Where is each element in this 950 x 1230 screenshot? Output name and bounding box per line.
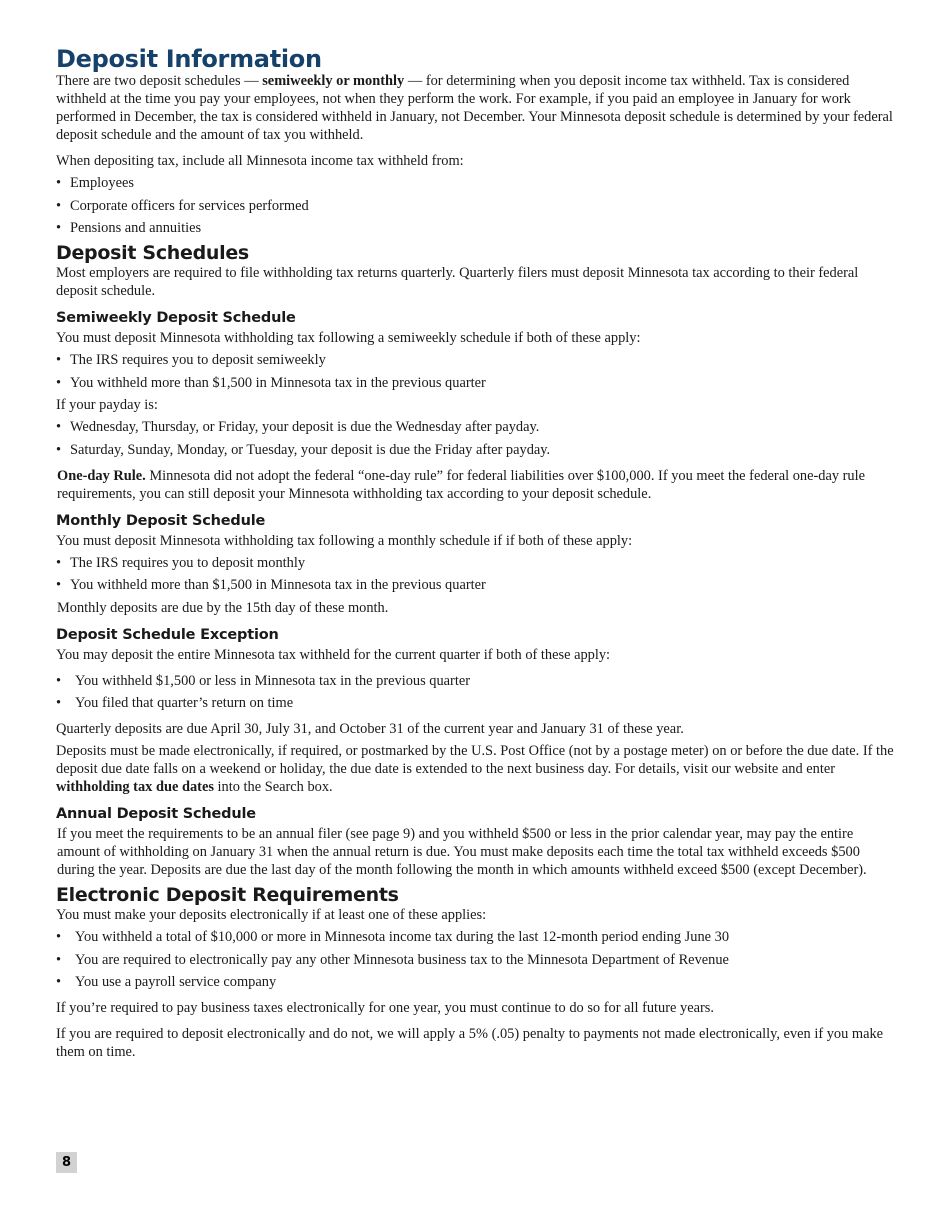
list-item: • The IRS requires you to deposit semiweekly bbox=[56, 351, 894, 369]
one-day-label: One-day Rule. bbox=[57, 467, 146, 484]
list-item: • You withheld more than $1,500 in Minnesota tax in the previous quarter bbox=[56, 576, 894, 594]
exception-conditions bbox=[56, 672, 894, 713]
page-title: Deposit Information bbox=[56, 45, 322, 73]
intro-bold: semiweekly or monthly bbox=[262, 73, 405, 89]
list-item: • Pensions and annuities bbox=[56, 219, 894, 237]
penalty-text: If you are required to deposit electronically and do not, we will apply a 5% (.05) penalty to payments not made electronically, even if you make them on time. bbox=[56, 1026, 884, 1060]
list-item: • You are required to electronically pay any other Minnesota business tax to the Minnesota Department of Revenue bbox=[56, 951, 894, 969]
continue-text: If you’re required to pay business taxes electronically for one year, you must continue to do so for all future years. bbox=[56, 1000, 714, 1016]
section-heading-deposit-schedules: Deposit Schedules bbox=[56, 242, 249, 264]
include-list bbox=[56, 174, 894, 237]
subheading-semiweekly: Semiweekly Deposit Schedule bbox=[56, 310, 296, 326]
include-intro: When depositing tax, include all Minnesota income tax withheld from: bbox=[56, 153, 464, 169]
monthly-due: Monthly deposits are due by the 15th day of these month. bbox=[57, 599, 389, 616]
list-item: • Corporate officers for services performed bbox=[56, 197, 894, 215]
payday-list bbox=[56, 418, 894, 459]
subheading-annual: Annual Deposit Schedule bbox=[56, 806, 256, 822]
quarterly-due: Quarterly deposits are due April 30, July 31, and October 31 of the current year and January 31 of these year. bbox=[56, 721, 684, 737]
list-item: • Wednesday, Thursday, or Friday, your deposit is due the Wednesday after payday. bbox=[56, 418, 894, 436]
semiweekly-conditions bbox=[56, 351, 894, 392]
document-page bbox=[56, 45, 894, 1065]
list-item: • The IRS requires you to deposit monthly bbox=[56, 554, 894, 572]
due-dates-term: withholding tax due dates bbox=[56, 779, 214, 795]
payday-intro: If your payday is: bbox=[56, 397, 158, 413]
page-number: 8 bbox=[56, 1152, 77, 1173]
list-item: • You withheld a total of $10,000 or more in Minnesota income tax during the last 12-month period ending June 30 bbox=[56, 928, 894, 946]
intro-paragraph: There are two deposit schedules — semiweekly or monthly — for determining when you deposit income tax withheld. Tax is considered withheld at the time you pay your employees, not when they perform the work. For example, if you paid an employee in January for work performed in December, the tax is considered withheld in January, not December. Your Minnesota deposit schedule is determined by your federal deposit schedule and the amount of tax you withheld. bbox=[56, 73, 893, 143]
monthly-intro: You must deposit Minnesota withholding tax following a monthly schedule if if both of these apply: bbox=[56, 532, 633, 549]
list-item: • You withheld $1,500 or less in Minnesota tax in the previous quarter bbox=[56, 672, 894, 690]
list-item: • Saturday, Sunday, Monday, or Tuesday, your deposit is due the Friday after payday. bbox=[56, 441, 894, 459]
electronic-intro: You must make your deposits electronically if at least one of these applies: bbox=[56, 907, 487, 923]
subheading-monthly: Monthly Deposit Schedule bbox=[56, 512, 266, 529]
one-day-rule: One-day Rule. Minnesota did not adopt the federal “one-day rule” for federal liabilities over $100,000. If you meet the federal one-day rule requirements, you can still deposit your Minnesota withholding tax according to your deposit schedule. bbox=[57, 467, 866, 502]
list-item: • You withheld more than $1,500 in Minnesota tax in the previous quarter bbox=[56, 374, 894, 392]
monthly-conditions bbox=[56, 554, 894, 595]
list-item: • You use a payroll service company bbox=[56, 973, 894, 991]
annual-text: If you meet the requirements to be an annual filer (see page 9) and you withheld $500 or less in the prior calendar year, may pay the entire amount of withholding on January 31 when the annual return is due. You must make deposits each time the total tax withheld exceeds $500 during the year. Deposits are due the last day of the month following the month in which amounts withheld exceed $500 (except December). bbox=[57, 826, 867, 878]
electronic-conditions bbox=[56, 928, 894, 991]
subheading-exception: Deposit Schedule Exception bbox=[56, 626, 279, 643]
list-item: • Employees bbox=[56, 174, 894, 192]
exception-intro: You may deposit the entire Minnesota tax withheld for the current quarter if both of these apply: bbox=[56, 646, 611, 663]
list-item: • You filed that quarter’s return on time bbox=[56, 694, 894, 712]
semiweekly-intro: You must deposit Minnesota withholding tax following a semiweekly schedule if both of these apply: bbox=[56, 330, 641, 346]
section-heading-electronic: Electronic Deposit Requirements bbox=[56, 884, 399, 906]
deposit-schedules-intro: Most employers are required to file withholding tax returns quarterly. Quarterly filers must deposit Minnesota tax according to their federal deposit schedule. bbox=[56, 265, 859, 299]
deposits-paragraph: Deposits must be made electronically, if required, or postmarked by the U.S. Post Office (not by a postage meter) on or before the due date. If the deposit due date falls on a weekend or holiday, the due date is extended to the next business day. For details, visit our website and enter withholding tax due dates into the Search box. bbox=[56, 743, 894, 795]
